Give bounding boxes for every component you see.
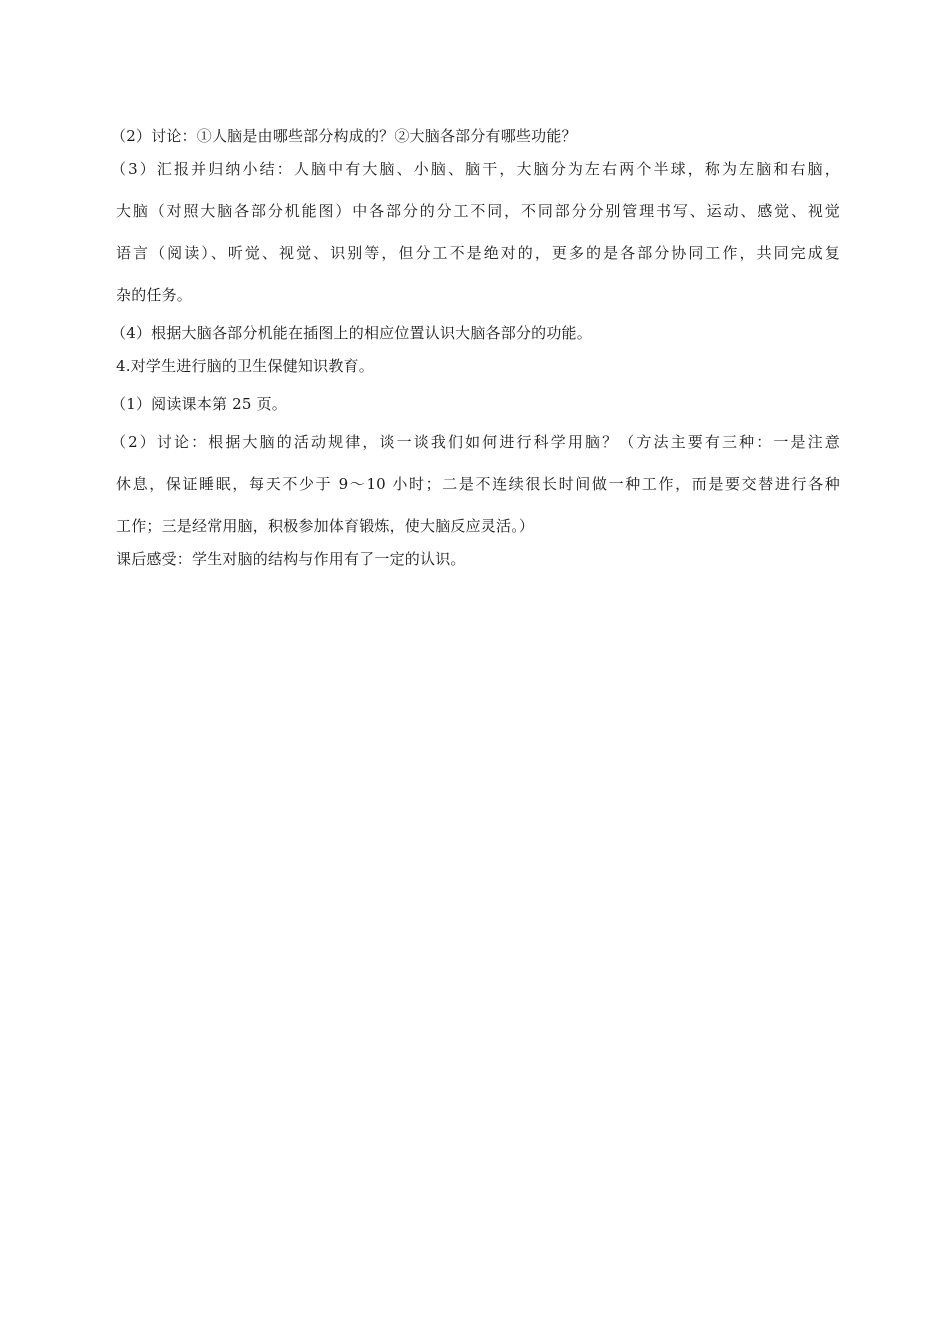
paragraph-discussion-2b-line-3: 工作；三是经常用脑，积极参加体育锻炼，使大脑反应灵活。） <box>116 517 535 535</box>
paragraph-summary-3-line-1: （3）汇报并归纳小结：人脑中有大脑、小脑、脑干，大脑分为左右两个半球，称为左脑和右脑， <box>111 160 840 178</box>
document-body <box>111 124 840 571</box>
paragraph-item-4: （4）根据大脑各部分机能在插图上的相应位置认识大脑各部分的功能。 <box>111 324 592 342</box>
paragraph-reflection: 课后感受：学生对脑的结构与作用有了一定的认识。 <box>116 550 466 568</box>
paragraph-reading-1: （1）阅读课本第 25 页。 <box>111 395 287 413</box>
paragraph-discussion-2b-line-1: （2）讨论：根据大脑的活动规律，谈一谈我们如何进行科学用脑？（方法主要有三种：一是注意 <box>111 433 840 451</box>
section-heading-4: 4.对学生进行脑的卫生保健知识教育。 <box>116 357 374 375</box>
paragraph-discussion-2: （2）讨论：①人脑是由哪些部分构成的？②大脑各部分有哪些功能？ <box>111 127 577 145</box>
paragraph-summary-3-line-2: 大脑（对照大脑各部分机能图）中各部分的分工不同，不同部分分别管理书写、运动、感觉、视觉 <box>116 202 840 220</box>
paragraph-discussion-2b-line-2: 休息，保证睡眠，每天不少于 9～10 小时；二是不连续很长时间做一种工作，而是要交替进行各种 <box>116 475 840 493</box>
paragraph-summary-3-line-3: 语言（阅读）、听觉、视觉、识别等，但分工不是绝对的，更多的是各部分协同工作，共同完成复 <box>116 244 840 262</box>
paragraph-summary-3-line-4: 杂的任务。 <box>116 286 193 304</box>
